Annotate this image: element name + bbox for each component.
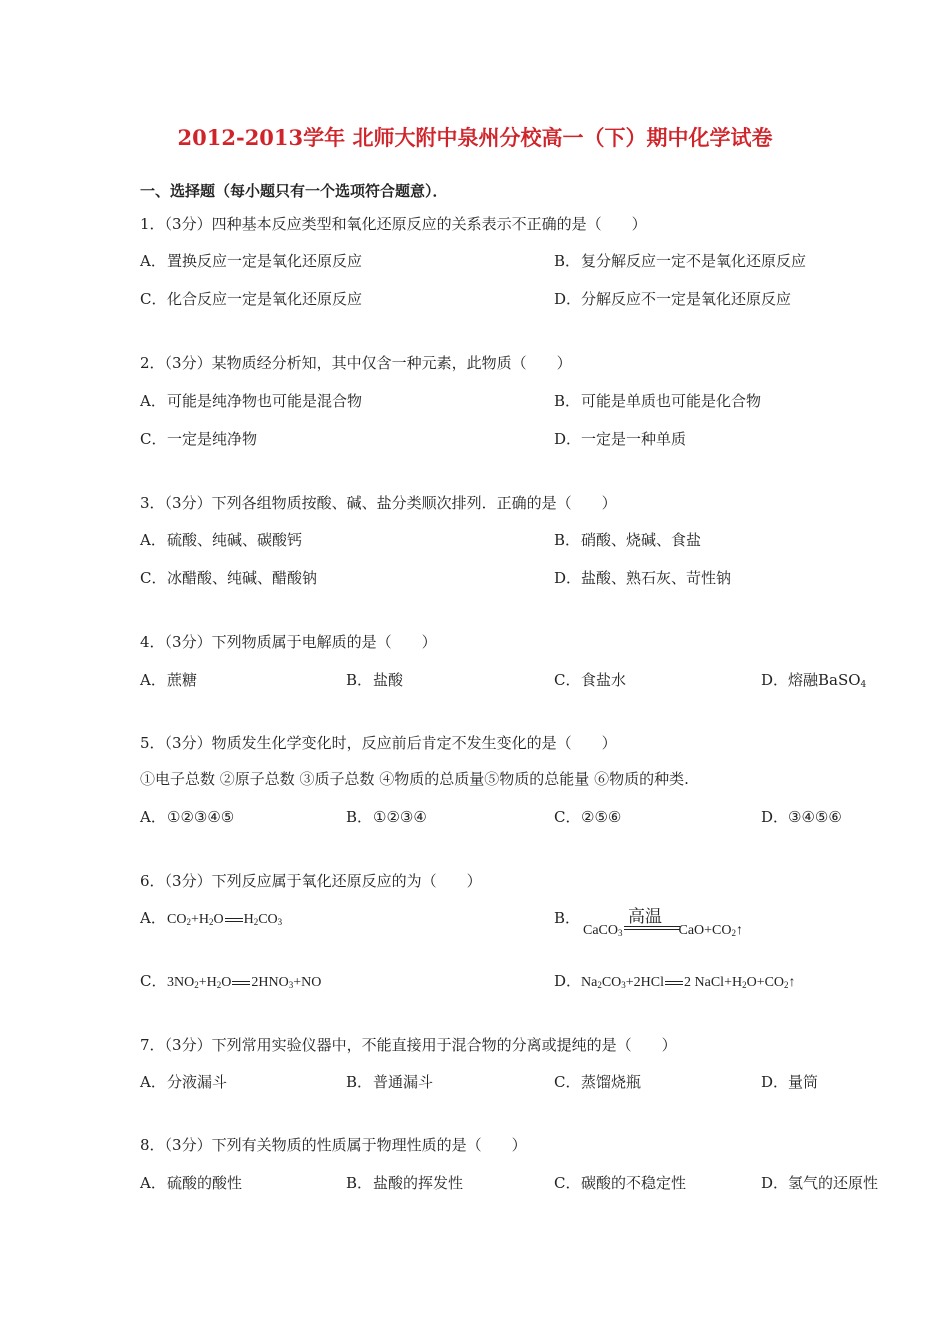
q6-option-d: D．$Na_2CO_3+2HCl$ 2 $NaCl+H_2O+CO_2↑$	[554, 972, 796, 990]
q3-option-b: B．硝酸、烧碱、食盐	[554, 531, 702, 549]
question-5-stem: 5．（3分）物质发生化学变化时，反应前后肯定不发生变化的是（ ）	[140, 734, 617, 752]
q5-option-b: B．①②③④	[346, 808, 427, 826]
q4-option-b: B．盐酸	[346, 671, 404, 689]
question-6-stem: 6．（3分）下列反应属于氧化还原反应的为（ ）	[140, 872, 482, 890]
equation-b-condition: 高温	[628, 907, 662, 927]
q5-statements: ①电子总数 ②原子总数 ③质子总数 ④物质的总质量⑤物质的总能量 ⑥物质的种类.	[140, 770, 689, 788]
q6-option-a: A．$CO_2+H_2O$ $H_2CO_3$	[140, 909, 283, 927]
question-8-stem: 8．（3分）下列有关物质的性质属于物理性质的是（ ）	[140, 1136, 527, 1154]
q4-option-a: A．蔗糖	[140, 671, 198, 689]
q7-option-a: A．分液漏斗	[140, 1073, 228, 1091]
q3-option-c: C．冰醋酸、纯碱、醋酸钠	[140, 569, 318, 587]
section-heading: 一、选择题（每小题只有一个选项符合题意）．	[140, 182, 448, 200]
question-3-stem: 3．（3分）下列各组物质按酸、碱、盐分类顺次排列．正确的是（ ）	[140, 494, 617, 512]
q2-option-b: B．可能是单质也可能是化合物	[554, 392, 762, 410]
q8-option-c: C．碳酸的不稳定性	[554, 1174, 687, 1192]
question-4-stem: 4．（3分）下列物质属于电解质的是（ ）	[140, 633, 437, 651]
equation-d: $Na_2CO_3+2HCl$ 2 $NaCl+H_2O+CO_2↑$	[581, 975, 796, 990]
q4-option-d: D．熔融BaSO$_4$	[761, 671, 867, 690]
q5-option-a: A．①②③④⑤	[140, 808, 235, 826]
q5-option-c: C．②⑤⑥	[554, 808, 622, 826]
q8-option-b: B．盐酸的挥发性	[346, 1174, 464, 1192]
q6-option-b: B．	[554, 909, 581, 927]
q2-option-d: D．一定是一种单质	[554, 430, 687, 448]
q6-option-c: C．$3NO_2+H_2O$ $2HNO_3+NO$	[140, 972, 322, 990]
q1-option-b: B．复分解反应一定不是氧化还原反应	[554, 252, 807, 270]
q7-option-b: B．普通漏斗	[346, 1073, 434, 1091]
equation-a: $CO_2+H_2O$ $H_2CO_3$	[167, 912, 283, 927]
question-1-stem: 1．（3分）四种基本反应类型和氧化还原反应的关系表示不正确的是（ ）	[140, 215, 647, 233]
q4-option-c: C．食盐水	[554, 671, 627, 689]
q8-option-d: D．氢气的还原性	[761, 1174, 879, 1192]
q3-option-d: D．盐酸、熟石灰、苛性钠	[554, 569, 732, 587]
q1-option-a: A．置换反应一定是氧化还原反应	[140, 252, 363, 270]
q7-option-c: C．蒸馏烧瓶	[554, 1073, 642, 1091]
q2-option-a: A．可能是纯净物也可能是混合物	[140, 392, 363, 410]
question-7-stem: 7．（3分）下列常用实验仪器中，不能直接用于混合物的分离或提纯的是（ ）	[140, 1036, 677, 1054]
q3-option-a: A．硫酸、纯碱、碳酸钙	[140, 531, 303, 549]
question-2-stem: 2．（3分）某物质经分析知，其中仅含一种元素，此物质（ ）	[140, 354, 572, 372]
q5-option-d: D．③④⑤⑥	[761, 808, 842, 826]
q2-option-c: C．一定是纯净物	[140, 430, 258, 448]
q1-option-d: D．分解反应不一定是氧化还原反应	[554, 290, 792, 308]
q8-option-a: A．硫酸的酸性	[140, 1174, 243, 1192]
page-title: 2012-2013学年 北师大附中泉州分校高一（下）期中化学试卷	[177, 125, 773, 150]
equation-c: $3NO_2+H_2O$ $2HNO_3+NO$	[167, 975, 322, 990]
q7-option-d: D．量筒	[761, 1073, 819, 1091]
q1-option-c: C．化合反应一定是氧化还原反应	[140, 290, 363, 308]
equation-b: CaCO$_3$ $CaO+CO_2↑$	[583, 923, 744, 938]
